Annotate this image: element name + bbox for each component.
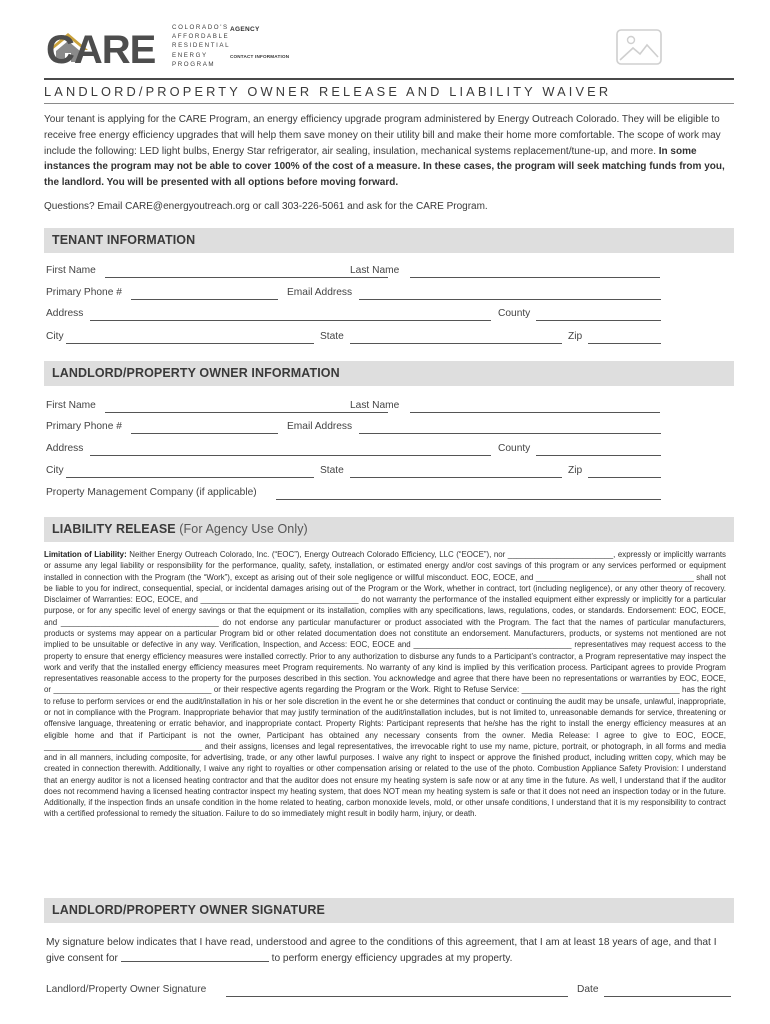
liability-lead: Limitation of Liability: <box>44 550 127 559</box>
tenant-zip-field[interactable] <box>588 343 661 344</box>
landlord-state-field[interactable] <box>350 477 562 478</box>
tenant-phone-field[interactable] <box>131 299 278 300</box>
tenant-last-name-field[interactable] <box>410 277 660 278</box>
signature-label: Landlord/Property Owner Signature <box>46 984 207 995</box>
liability-section-header <box>44 517 734 542</box>
landlord-heading: LANDLORD/PROPERTY OWNER INFORMATION <box>52 366 340 380</box>
program-name: COLORADO'S AFFORDABLE RESIDENTIAL ENERGY PROGRAM <box>172 24 231 68</box>
landlord-address-label: Address <box>46 443 84 454</box>
logo-text: CARE <box>46 28 156 68</box>
liability-subheading: (For Agency Use Only) <box>179 522 308 536</box>
landlord-first-name-field[interactable] <box>105 412 388 413</box>
tenant-name-row <box>46 265 661 281</box>
landlord-address-field[interactable] <box>90 455 491 456</box>
landlord-county-label: County <box>498 443 531 454</box>
landlord-section-header <box>44 361 734 386</box>
title-rule-bottom <box>44 103 734 104</box>
signature-section-header <box>44 898 734 923</box>
tenant-state-field[interactable] <box>350 343 562 344</box>
landlord-address-row <box>46 443 661 459</box>
tenant-zip-label: Zip <box>568 331 583 342</box>
intro-paragraph <box>44 112 732 191</box>
signature-row <box>46 984 734 1000</box>
tenant-last-name-label: Last Name <box>350 265 400 276</box>
consent-agency-field[interactable] <box>121 952 269 962</box>
landlord-zip-label: Zip <box>568 465 583 476</box>
landlord-city-row <box>46 465 661 481</box>
tenant-contact-row <box>46 287 661 303</box>
tenant-phone-label: Primary Phone # <box>46 287 122 298</box>
header <box>44 22 734 72</box>
landlord-first-name-label: First Name <box>46 400 96 411</box>
tenant-email-field[interactable] <box>359 299 661 300</box>
landlord-name-row <box>46 400 661 416</box>
landlord-city-field[interactable] <box>66 477 314 478</box>
signature-field[interactable] <box>226 996 568 997</box>
landlord-company-field[interactable] <box>276 499 661 500</box>
questions-text: Questions? Email CARE@energyoutreach.org or call 303-226-5061 and ask for the CARE Program. <box>44 201 488 212</box>
tenant-state-label: State <box>320 331 344 342</box>
page-title: LANDLORD/PROPERTY OWNER RELEASE AND LIABILITY WAIVER <box>44 84 612 99</box>
liability-heading: LIABILITY RELEASE (For Agency Use Only) <box>52 522 308 536</box>
intro-text: Your tenant is applying for the CARE Program, an energy efficiency upgrade program administered by Energy Outreach Colorado. They will be eligible to receive free energy efficiency upgrades that will help them save money on their utility bill and make their home more comfortable. The scope of work may include the following: LED light bulbs, Energy Star refrigerator, air sealing, insulation, mechanical systems replacement/tune-up, and more. <box>44 114 721 157</box>
landlord-contact-row <box>46 421 661 437</box>
liability-body: Neither Energy Outreach Colorado, Inc. (“EOC”), Energy Outreach Colorado Efficiency, LLC (“EOCE”), nor ________________________, expressly or implicitly warrants or assume any legal liability or responsibility for the performance, quality, safety, installation, or estimated energy and/or cost savings of this program or any services performed or equipment installed in connection with the Program (the “Work”), except as arising out of their sole negligence or willful misconduct. EOC, EOCE, and ____________________________________ shall not be liable to you for indirect, consequential, special, or incidental damages arising out of the Program or the Work, whether in contract, tort (including negligence), or any other theory of recovery. Disclaimer of Warranties: EOC, EOCE, and ____________________________________ do not warranty the performance of the installed equipment either expressly or implicitly for a particular purpose, or for any specific level of energy savings or that the equipment or its installation, complies with any specifications, laws, regulations, codes, or standards. Endorsement: EOC, EOCE, and ____________________________________ do not endorse any particular manufacturer or product associated with the Program. The fact that the names of particular manufacturers, products or systems may appear on a particular Program bid or other related documentation does not constitute an endorsement. Manufacturers, products, or systems not mentioned are not implied to be unsuitable or defective in any way. Verification, Inspection, and Access: EOC, EOCE and ____________________________________ representatives may request access to the property to ensure that energy efficiency measures were installed correctly. Prior to any authorization to disburse any funds to a Participant’s contractor, a Program representative may inspect the work and verify that the installed energy efficiency measures meet Program requirements. No warranty of any kind is implied by this verification process. Participant agrees to provide Program representatives reasonable access to the property for the purposes described in this section. You acknowledge and agree that there have been no representations or warranties by EOC, EOCE, or ____________________________________ or their respective agents regarding the Program or the Work. Right to Refuse Service: ____________________________________ has the right to refuse to perform services or end the audit/installation in his or her sole discretion in the event he or she determines that conduct or continuing the audit may be unsafe, unlawful, inappropriate, or not in compliance with the Program. Inappropriate behavior that may justify termination of the audit/installation includes, but is not limited to, unreasonable demands for service, threatening or offensive language, threatening or erratic behavior, and inappropriate contact. Property Rights: Participant represents that he/she has the right to install the energy efficiency measures at an eligible home and that if Participant is not the owner, Participant has obtained any necessary consents from the owner. Media Release: I agree to give to EOC, EOCE, ____________________________________ and their assigns, licenses and legal representatives, the irrevocable right to use my name, picture, portrait, or photograph, in all forms and media and in all manners, including composite, for advertising, trade, or any other lawful purposes. I waive any right to inspect or approve the finished product, including written copy, which may be created in connection therewith. Additionally, I waive any right to royalties or other compensation arising or related to the use of the photo. Combustion Appliance Safety Provision: I understand that an energy auditor is not a licensed heating contractor and that the auditor does not ensure my heating system is safe now or at any time in the future. As well, I understand that if the auditor does not recommend having a licensed heating contractor inspect my heating system, that does NOT mean my heating system is safe or that it does not need an inspection today or in the future. Additionally, if the inspection finds an unsafe condition in the home related to heating, carbon monoxide levels, mold, or other unsafe conditions, I understand that it is my responsibility to contract with a certified professional to remedy the situation. Failure to do so immediately might result in bodily harm, injury, or death. <box>44 550 726 819</box>
image-placeholder-icon[interactable] <box>615 27 663 67</box>
landlord-last-name-label: Last Name <box>350 400 400 411</box>
signature-heading: LANDLORD/PROPERTY OWNER SIGNATURE <box>52 903 325 917</box>
landlord-state-label: State <box>320 465 344 476</box>
agency-label: AGENCY <box>230 26 260 33</box>
tenant-email-label: Email Address <box>287 287 353 298</box>
tenant-address-label: Address <box>46 308 84 319</box>
title-rule-top <box>44 78 734 80</box>
intro-bold-text: In some instances the program may not be able to cover 100% of the cost of a measure. In these cases, the program will seek matching funds from you, the landlord. You will be presented with all options before moving forward. <box>44 145 725 189</box>
signature-consent-text: My signature below indicates that I have read, understood and agree to the conditions of this agreement, that I am at least 18 years of age, and that I give consent for to perform energy efficiency upgrades at my property. <box>46 937 717 964</box>
landlord-email-field[interactable] <box>359 433 661 434</box>
landlord-phone-label: Primary Phone # <box>46 421 122 432</box>
tenant-address-row <box>46 308 661 324</box>
tenant-county-label: County <box>498 308 531 319</box>
tenant-city-row <box>46 331 661 347</box>
date-field[interactable] <box>604 996 731 997</box>
landlord-phone-field[interactable] <box>131 433 278 434</box>
landlord-company-label: Property Management Company (if applicable) <box>46 487 257 498</box>
tenant-city-label: City <box>46 331 64 342</box>
tenant-first-name-field[interactable] <box>105 277 388 278</box>
landlord-county-field[interactable] <box>536 455 661 456</box>
tenant-city-field[interactable] <box>66 343 314 344</box>
tenant-address-field[interactable] <box>90 320 491 321</box>
landlord-zip-field[interactable] <box>588 477 661 478</box>
landlord-email-label: Email Address <box>287 421 353 432</box>
date-label: Date <box>577 984 599 995</box>
contact-information-label: CONTACT INFORMATION <box>230 54 290 59</box>
tenant-heading: TENANT INFORMATION <box>52 233 196 247</box>
care-logo <box>44 24 166 68</box>
tenant-first-name-label: First Name <box>46 265 96 276</box>
tenant-county-field[interactable] <box>536 320 661 321</box>
landlord-city-label: City <box>46 465 64 476</box>
liability-release-text <box>44 549 726 820</box>
landlord-company-row <box>46 487 661 503</box>
tenant-section-header <box>44 228 734 253</box>
landlord-last-name-field[interactable] <box>410 412 660 413</box>
